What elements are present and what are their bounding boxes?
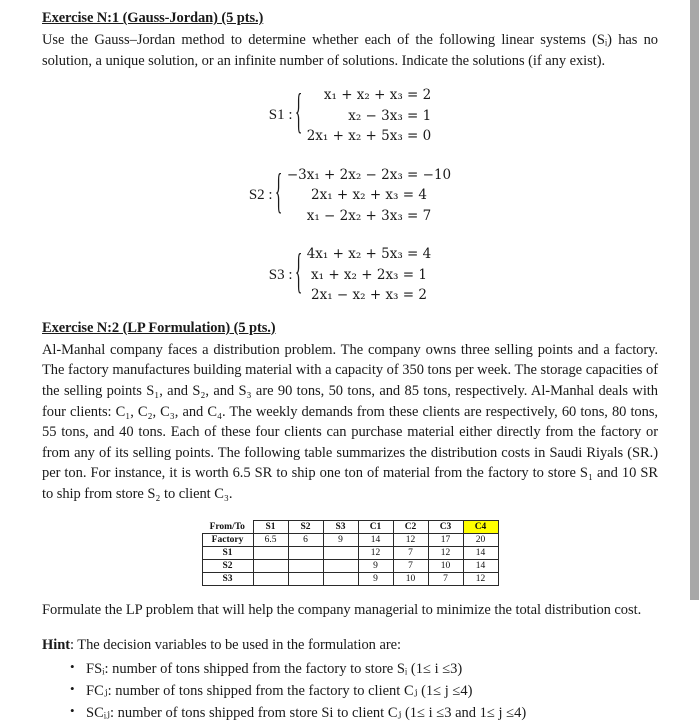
cell-s1-c4: 14: [463, 547, 498, 560]
cell-s1-s2: [288, 547, 323, 560]
system-label-s1: S1 :: [268, 107, 293, 124]
cell-s2-c3: 10: [428, 560, 463, 573]
linear-system-s2: [42, 165, 658, 227]
cell-s3-c1: 9: [358, 573, 393, 586]
scrollbar-thumb[interactable]: [690, 0, 699, 600]
linear-system-s1: [42, 85, 658, 147]
list-item: • FSᵢ: number of tons shipped from the factory to store Sᵢ (1≤ i ≤3): [72, 658, 658, 680]
column-header-s3: S3: [323, 521, 358, 534]
table-row: [202, 573, 498, 586]
cell-factory-c1: 14: [358, 534, 393, 547]
hint-label: Hint: [42, 637, 70, 653]
cell-s1-c3: 12: [428, 547, 463, 560]
cell-s3-s2: [288, 573, 323, 586]
equation-row: 2x₁ + x₂ + x₃ = 4: [311, 187, 427, 204]
cell-s3-s1: [253, 573, 288, 586]
system-label-s2: S2 :: [248, 186, 273, 203]
column-header-c2: C2: [393, 521, 428, 534]
hint-list: [42, 658, 658, 724]
row-label-factory: Factory: [202, 534, 253, 547]
brace-icon: {: [274, 167, 282, 220]
equation-row: x₁ + x₂ + 2x₃ = 1: [311, 266, 427, 283]
list-item: • SCᵢⱼ: number of tons shipped from store Si to client Cⱼ (1≤ i ≤3 and 1≤ j ≤4): [72, 702, 658, 724]
equation-row: x₁ + x₂ + x₃ = 2: [323, 87, 432, 104]
table-row: [202, 534, 498, 547]
list-item: • FCⱼ: number of tons shipped from the factory to client Cⱼ (1≤ j ≤4): [72, 680, 658, 702]
formulate-instruction: Formulate the LP problem that will help the company managerial to minimize the total distribution cost.: [42, 602, 642, 619]
column-header-c3: C3: [428, 521, 463, 534]
exercise-2-paragraph: Al-Manhal company faces a distribution problem. The company owns three selling points and a factory. The factory manufactures building material with a capacity of 350 tons per week. The storage capacities of the selling points S₁, and S₂, and S₃ are 90 tons, 50 tons, and 85 tons, respectively. Al-Manhal deals with four clients: C₁, C₂, C₃, and C₄. The weekly demands from these clients are respectively, 60 tons, 80 tons, 55 tons, and 40 tons. Each of these four clients can purchase material either directly from the factory or from any of its selling points. The following table summarizes the distribution costs in Saudi Riyals (SR.) per ton. For instance, it is worth 6.5 SR to ship one ton of material from the factory to store S₁ and 10 SR to ship from store S₂ to client C₃.: [42, 341, 658, 502]
cell-factory-c2: 12: [393, 534, 428, 547]
distribution-cost-table-wrapper: [42, 520, 658, 586]
table-row: [202, 560, 498, 573]
brace-icon: {: [294, 88, 302, 141]
cell-factory-c4: 20: [463, 534, 498, 547]
exercise-1-heading: Exercise N:1 (Gauss-Jordan) (5 pts.): [42, 10, 264, 26]
cell-s1-c2: 7: [393, 547, 428, 560]
distribution-cost-table: [202, 520, 499, 586]
cell-s1-s1: [253, 547, 288, 560]
cell-s2-s3: [323, 560, 358, 573]
equation-row: 2x₁ + x₂ + 5x₃ = 0: [306, 128, 432, 145]
column-header-s2: S2: [288, 521, 323, 534]
cell-s2-c2: 7: [393, 560, 428, 573]
cell-s1-c1: 12: [358, 547, 393, 560]
column-header-c1: C1: [358, 521, 393, 534]
cell-s2-c4: 14: [463, 560, 498, 573]
equation-row: x₁ − 2x₂ + 3x₃ = 7: [306, 207, 432, 224]
table-header-row: [202, 521, 498, 534]
cell-s3-c4: 12: [463, 573, 498, 586]
row-label-s2: S2: [202, 560, 253, 573]
exercise-2-heading: Exercise N:2 (LP Formulation) (5 pts.): [42, 319, 276, 336]
system-label-s3: S3 :: [268, 266, 293, 283]
cell-s2-s2: [288, 560, 323, 573]
cell-factory-c3: 17: [428, 534, 463, 547]
hint-intro-text: : The decision variables to be used in the formulation are:: [70, 637, 401, 653]
exercise-1-intro: Use the Gauss–Jordan method to determine whether each of the following linear systems (Sᵢ) has no solution, a unique solution, or an infinite number of solutions. Indicate the solutions (if any exist).: [42, 32, 658, 69]
brace-icon: {: [294, 247, 302, 300]
cell-s3-c3: 7: [428, 573, 463, 586]
cell-factory-s2: 6: [288, 534, 323, 547]
cell-factory-s1: 6.5: [253, 534, 288, 547]
cell-factory-s3: 9: [323, 534, 358, 547]
linear-system-s3: [42, 244, 658, 306]
equation-row: 4x₁ + x₂ + 5x₃ = 4: [306, 246, 432, 263]
column-header-c4-highlighted: C4: [463, 521, 498, 534]
equation-row: −3x₁ + 2x₂ − 2x₃ = −10: [286, 166, 452, 183]
scrollbar-track[interactable]: [688, 0, 700, 644]
hint-line: [42, 635, 658, 656]
table-corner-label: From/To: [209, 522, 245, 533]
table-row: [202, 547, 498, 560]
document-content: [42, 8, 658, 724]
cell-s2-s1: [253, 560, 288, 573]
row-label-s1: S1: [202, 547, 253, 560]
cell-s2-c1: 9: [358, 560, 393, 573]
column-header-s1: S1: [253, 521, 288, 534]
cell-s1-s3: [323, 547, 358, 560]
row-label-s3: S3: [202, 573, 253, 586]
cell-s3-s3: [323, 573, 358, 586]
equation-row: 2x₁ − x₂ + x₃ = 2: [311, 287, 427, 304]
cell-s3-c2: 10: [393, 573, 428, 586]
equation-row: x₂ − 3x₃ = 1: [348, 107, 432, 124]
